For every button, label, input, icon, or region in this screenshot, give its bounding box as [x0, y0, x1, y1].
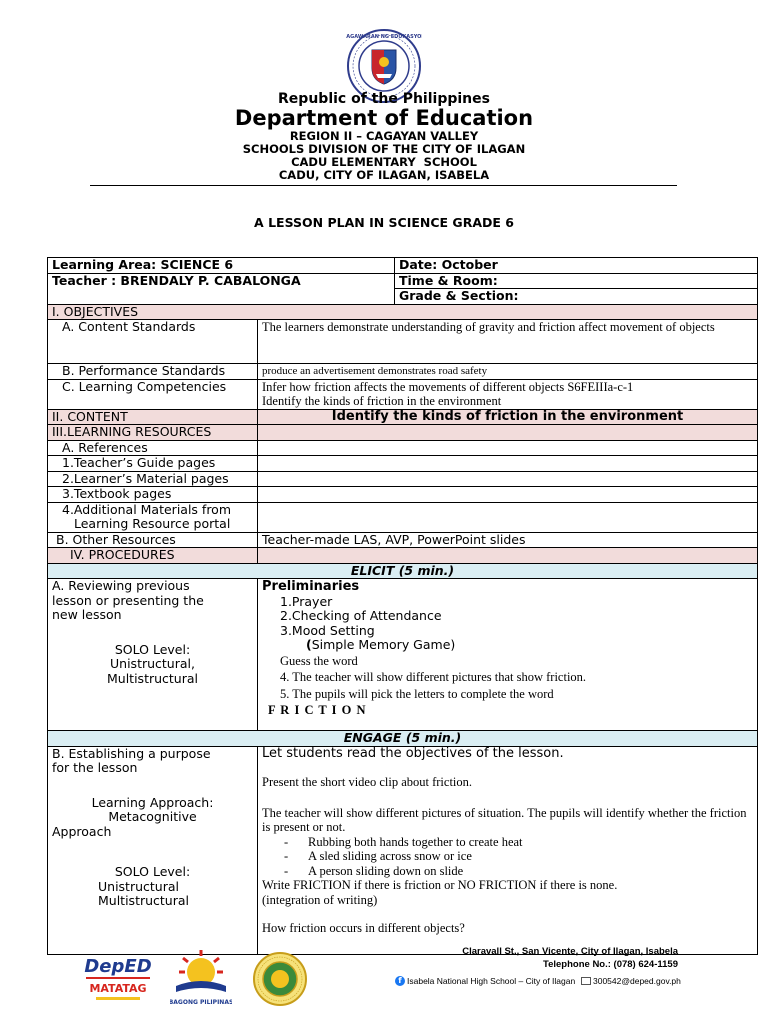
facebook-icon: f	[395, 976, 405, 986]
engage-line-4: Write FRICTION if there is friction or NO FRICTION if there is none.	[262, 878, 618, 892]
additional-label-1: 4.Additional Materials from	[62, 501, 232, 517]
preliminaries: Preliminaries	[262, 579, 360, 594]
address-heading: CADU, CITY OF ILAGAN, ISABELA	[278, 168, 490, 182]
mood-setting: 3.Mood Setting	[280, 622, 375, 638]
engage-line-3: The teacher will show different pictures of situation. The pupils will identify whether the friction is present or not.	[262, 805, 747, 834]
footer-facebook[interactable]: Isabela National High School – City of Ilagan	[407, 976, 576, 986]
performance-value: produce an advertisement demonstrates road safety	[258, 364, 758, 380]
a-label-1: A. Reviewing previous	[52, 578, 190, 593]
resources-heading: III.LEARNING RESOURCES	[48, 425, 258, 441]
competency-line-2: Identify the kinds of friction in the environment	[262, 394, 502, 408]
b-label-2: for the lesson	[52, 760, 138, 775]
performance-label: B. Performance Standards	[48, 364, 258, 380]
solo-label-1: SOLO Level:	[114, 641, 191, 657]
situation-item: - A person sliding down on slide	[284, 864, 753, 879]
solo-label-2: Unistructural,	[110, 656, 195, 671]
time-room-cell: Time & Room:	[395, 273, 758, 289]
solo2-label-1: SOLO Level:	[114, 864, 191, 879]
textbook-label: 3.Textbook pages	[48, 487, 258, 503]
situation-item: - Rubbing both hands together to create heat	[284, 835, 753, 850]
school-seal	[253, 952, 307, 1006]
step-4: 4. The teacher will show different pictures that show friction.	[280, 670, 587, 684]
republic-heading: Republic of the Philippines	[278, 91, 490, 107]
content-value: Identify the kinds of friction in the environment	[258, 409, 758, 425]
learning-area: Learning Area: SCIENCE 6	[48, 258, 395, 274]
engage-heading: ENGAGE (5 min.)	[48, 731, 758, 747]
deped-logo-text: DepED	[84, 956, 152, 977]
engage-line-2: Present the short video clip about friction.	[262, 775, 473, 789]
region-heading: REGION II – CAGAYAN VALLEY	[289, 129, 479, 143]
competency-line-1: Infer how friction affects the movements of different objects S6FEIIIa-c-1	[262, 379, 634, 394]
approach-2: Metacognitive	[108, 809, 197, 824]
step-5: 5. The pupils will pick the letters to complete the word	[280, 686, 554, 701]
footer-telephone: Telephone No.: (078) 624-1159	[543, 959, 678, 970]
deped-logo	[82, 950, 154, 1006]
situation-list	[262, 835, 753, 879]
approach-3: Approach	[52, 823, 112, 839]
bagong-pilipinas-logo	[170, 946, 232, 1008]
school-heading: CADU ELEMENTARY SCHOOL	[291, 155, 477, 169]
department-heading: Department of Education	[234, 106, 534, 130]
lesson-plan-table	[47, 257, 758, 955]
matatag-text: MATATAG	[89, 982, 147, 995]
a-label-3: new lesson	[52, 607, 122, 622]
date-cell: Date: October	[395, 258, 758, 274]
references-label: A. References	[48, 440, 258, 456]
attendance: 2.Checking of Attendance	[280, 608, 442, 623]
footer-email[interactable]: 300542@deped.gov.ph	[593, 976, 681, 986]
prayer: 1.Prayer	[280, 593, 333, 609]
header-divider	[90, 185, 677, 186]
engage-line-1: Let students read the objectives of the lesson.	[262, 745, 564, 761]
lesson-title: A LESSON PLAN IN SCIENCE GRADE 6	[254, 215, 514, 230]
competencies-label: C. Learning Competencies	[48, 379, 258, 409]
teacher-cell: Teacher : BRENDALY P. CABALONGA	[48, 273, 395, 304]
solo2-label-2: Unistructural	[98, 878, 179, 894]
procedures-heading: IV. PROCEDURES	[48, 548, 258, 564]
footer-address: Claravall St., San Vicente, City of Ilagan, Isabela	[462, 946, 678, 957]
friction-word: F R I C T I O N	[268, 703, 367, 717]
a-label-2: lesson or presenting the	[52, 592, 204, 608]
email-icon	[581, 977, 591, 985]
engage-line-6: How friction occurs in different objects?	[262, 921, 465, 935]
solo-label-3: Multistructural	[107, 670, 198, 686]
content-standards-label: A. Content Standards	[48, 320, 258, 364]
solo2-label-3: Multistructural	[98, 893, 189, 908]
seal-text: KAGAWARAN NG EDUKASYON	[346, 34, 422, 40]
tg-label: 1.Teacher’s Guide pages	[48, 456, 258, 472]
bagong-text: BAGONG PILIPINAS	[170, 999, 232, 1006]
lm-label: 2.Learner’s Material pages	[48, 471, 258, 487]
other-resources-label: B. Other Resources	[48, 532, 258, 548]
division-heading: SCHOOLS DIVISION OF THE CITY OF ILAGAN	[242, 142, 526, 156]
guess-word: Guess the word	[280, 653, 358, 668]
other-resources-value: Teacher-made LAS, AVP, PowerPoint slides	[258, 532, 758, 548]
b-label-1: B. Establishing a purpose	[52, 745, 211, 761]
approach-1: Learning Approach:	[91, 794, 214, 810]
content-heading: II. CONTENT	[48, 409, 258, 425]
engage-line-5: (integration of writing)	[262, 892, 378, 907]
additional-label-2: Learning Resource portal	[74, 516, 231, 531]
content-standards-value: The learners demonstrate understanding of gravity and friction affect movement of objects	[258, 320, 758, 364]
memory-paren: (	[306, 637, 312, 652]
situation-item: - A sled sliding across snow or ice	[284, 849, 753, 864]
objectives-heading: I. OBJECTIVES	[48, 304, 758, 320]
memory-game: Simple Memory Game)	[311, 637, 456, 652]
grade-section-cell: Grade & Section:	[395, 289, 758, 305]
elicit-heading: ELICIT (5 min.)	[48, 563, 758, 579]
